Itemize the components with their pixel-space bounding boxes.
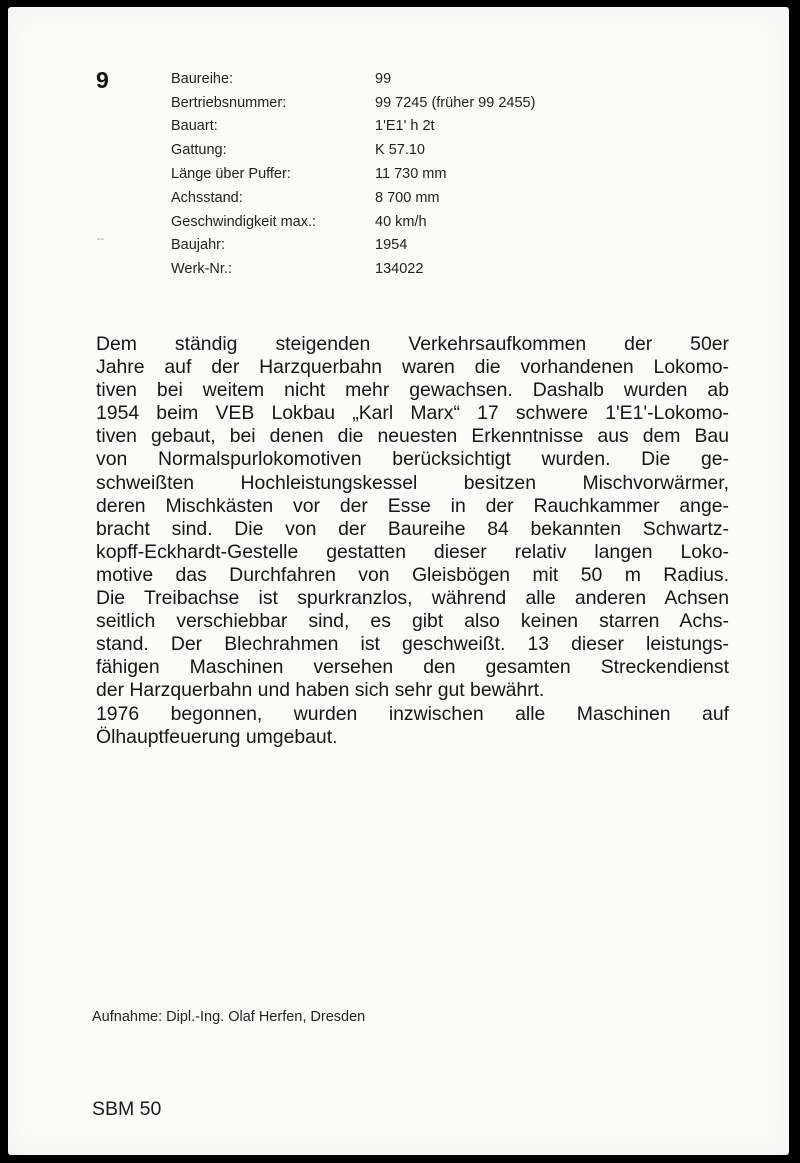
description-line: von Normalspurlokomotiven berücksichtigt wurden. Die ge- <box>96 448 729 471</box>
spec-row-baujahr <box>171 234 625 258</box>
spec-row-achsstand <box>171 186 625 210</box>
description-line: kopff-Eckhardt-Gestelle gestatten dieser relativ langen Loko- <box>96 540 729 563</box>
spec-value: 1954 <box>375 237 408 254</box>
photo-credit: Aufnahme: Dipl.-Ing. Olaf Herfen, Dresden <box>92 1009 366 1025</box>
card-number: 9 <box>96 67 109 93</box>
description-line: schweißten Hochleistungskessel besitzen Mischvorwärmer, <box>96 471 729 494</box>
spec-row-gattung <box>171 138 625 162</box>
spec-row-werk-nr <box>171 257 625 281</box>
spec-label: Geschwindigkeit max.: <box>171 213 317 230</box>
spec-value: 99 7245 (früher 99 2455) <box>375 94 536 111</box>
description-line: motive das Durchfahren von Gleisbögen mit 50 m Radius. <box>96 563 729 586</box>
spec-row-betriebsnummer <box>171 91 625 115</box>
spec-value: 134022 <box>375 261 424 278</box>
description-line: Jahre auf der Harzquerbahn waren die vorhandenen Lokomo- <box>96 356 729 379</box>
spec-row-geschwindigkeit <box>171 210 625 234</box>
spec-value: 8 700 mm <box>375 189 440 206</box>
description-line: Ölhauptfeuerung umgebaut. <box>96 725 338 748</box>
spec-value: K 57.10 <box>375 142 425 159</box>
description-line: Dem ständig steigenden Verkehrsaufkommen der 50er <box>96 333 729 355</box>
spec-label: Gattung: <box>171 142 227 159</box>
spec-row-bauart <box>171 115 625 139</box>
description-line: deren Mischkästen vor der Esse in der Rauchkammer ange- <box>96 494 729 517</box>
spec-value: 1'E1' h 2t <box>375 118 435 135</box>
spec-value: 99 <box>375 70 392 87</box>
description-line: stand. Der Blechrahmen ist geschweißt. 13 dieser leistungs- <box>96 633 729 656</box>
description-line: seitlich verschiebbar sind, es gibt also keinen starren Achs- <box>96 610 729 633</box>
description-line: 1976 begonnen, wurden inzwischen alle Maschinen auf <box>96 702 729 725</box>
spec-label: Baujahr: <box>171 237 226 254</box>
description-line: tiven bei weitem nicht mehr gewachsen. Dashalb wurden ab <box>96 379 729 402</box>
description-line: 1954 beim VEB Lokbau „Karl Marx“ 17 schwere 1'E1'-Lokomo- <box>96 402 729 425</box>
spec-label: Werk-Nr.: <box>171 261 232 278</box>
spec-label: Bertriebsnummer: <box>171 94 287 111</box>
margin-mark: -- <box>97 233 105 245</box>
spec-row-baureihe <box>171 67 625 91</box>
spec-value: 11 730 mm <box>375 166 447 183</box>
series-code: SBM 50 <box>92 1098 162 1120</box>
postcard-back <box>8 7 789 1155</box>
description-line: Die Treibachse ist spurkranzlos, während alle anderen Achsen <box>96 587 729 610</box>
description-text <box>96 333 729 749</box>
spec-label: Länge über Puffer: <box>171 166 291 183</box>
spec-row-laenge <box>171 162 625 186</box>
spec-label: Baureihe: <box>171 70 234 87</box>
description-line: der Harzquerbahn und haben sich sehr gut bewährt. <box>96 679 545 702</box>
description-line: fähigen Maschinen versehen den gesamten Streckendienst <box>96 656 729 679</box>
spec-label: Achsstand: <box>171 189 243 206</box>
description-line: tiven gebaut, bei denen die neuesten Erkenntnisse aus dem Bau <box>96 425 729 448</box>
spec-value: 40 km/h <box>375 213 427 230</box>
spec-label: Bauart: <box>171 118 218 135</box>
description-line: bracht sind. Die von der Baureihe 84 bekannten Schwartz- <box>96 517 729 540</box>
spec-table <box>171 67 625 281</box>
